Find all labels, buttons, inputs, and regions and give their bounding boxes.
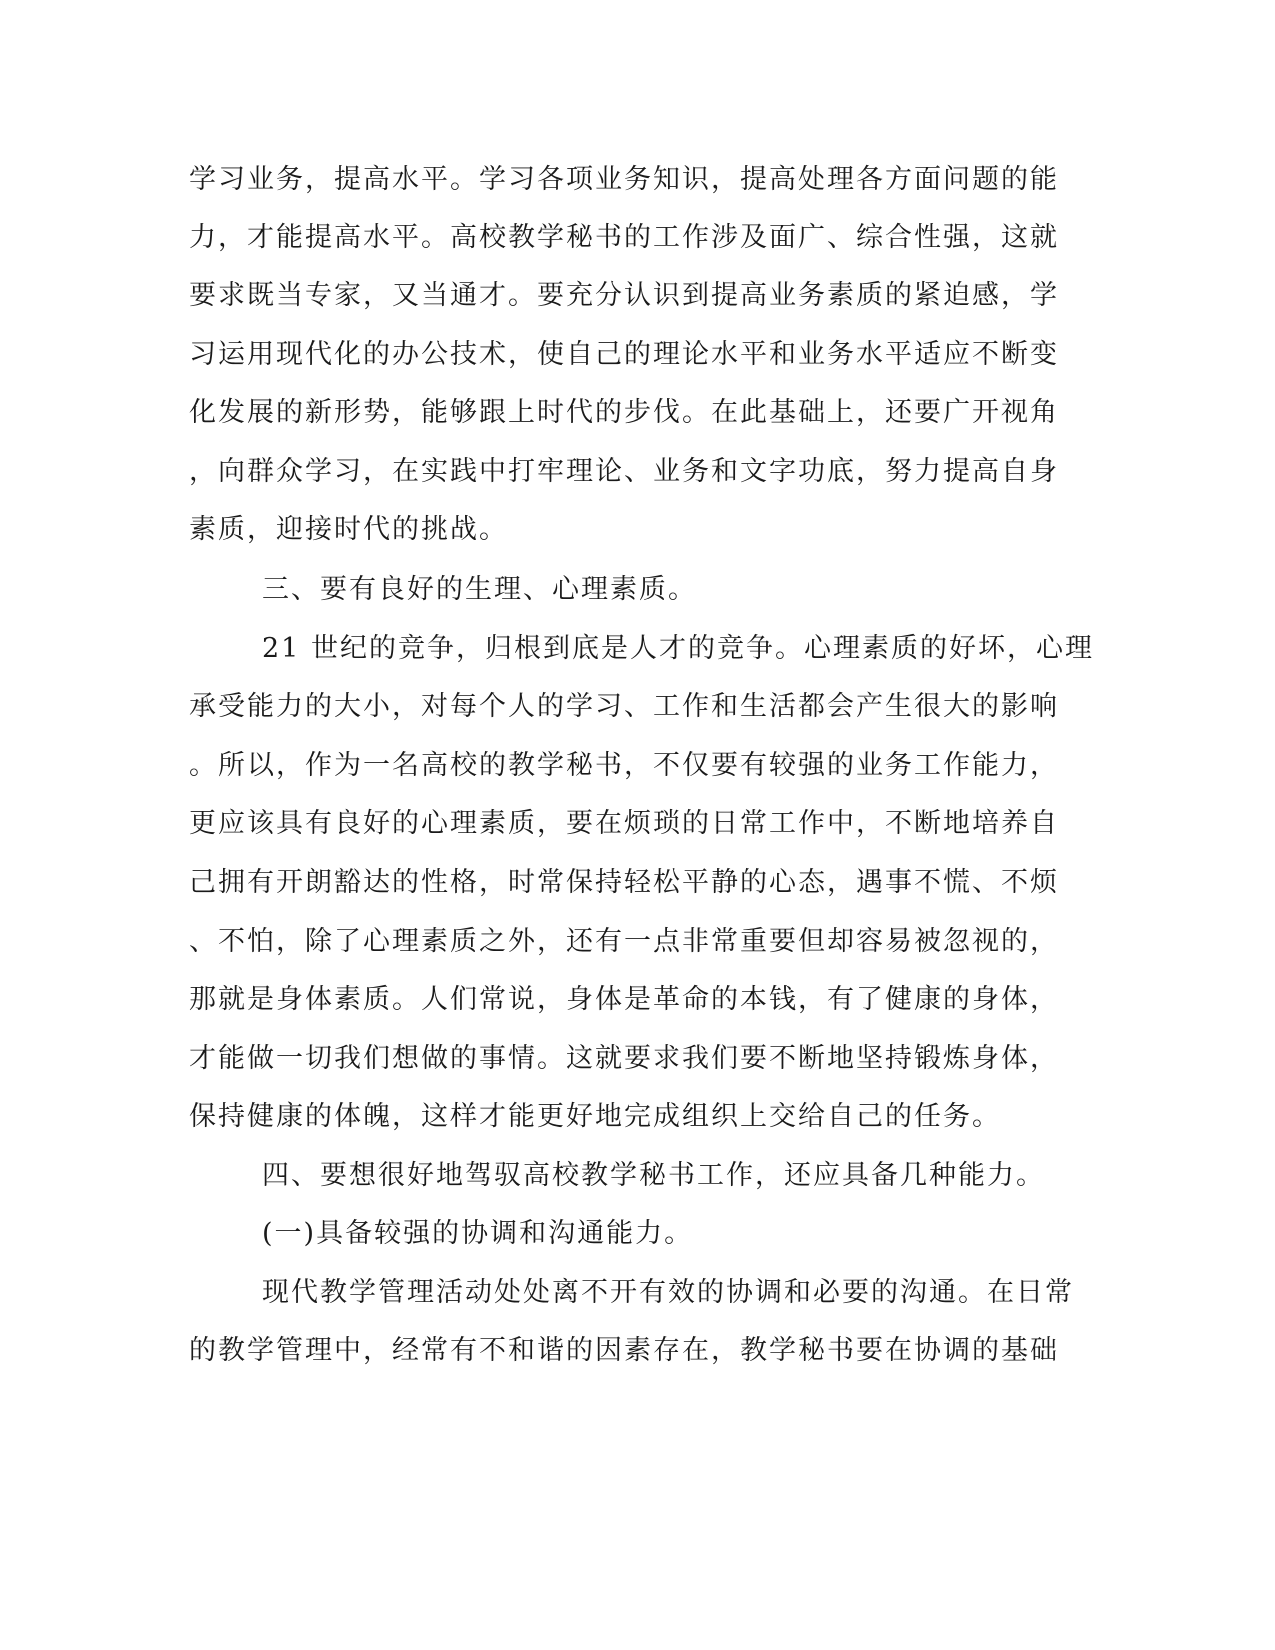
text-line: 承受能力的大小，对每个人的学习、工作和生活都会产生很大的影响 xyxy=(189,691,1059,722)
section-heading: 三、要有良好的生理、心理素质。 xyxy=(262,574,697,605)
text-line: 力，才能提高水平。高校教学秘书的工作涉及面广、综合性强，这就 xyxy=(189,222,1059,253)
text-line: 21 世纪的竞争，归根到底是人才的竞争。心理素质的好坏，心理 xyxy=(262,633,1094,664)
text-line: 素质，迎接时代的挑战。 xyxy=(189,514,508,545)
text-line: 己拥有开朗豁达的性格，时常保持轻松平静的心态，遇事不慌、不烦 xyxy=(189,867,1059,898)
text-line: 学习业务，提高水平。学习各项业务知识，提高处理各方面问题的能 xyxy=(189,164,1059,195)
text-line: 习运用现代化的办公技术，使自己的理论水平和业务水平适应不断变 xyxy=(189,339,1059,370)
text-line: 、不怕，除了心理素质之外，还有一点非常重要但却容易被忽视的， xyxy=(189,926,1059,957)
section-heading: 四、要想很好地驾驭高校教学秘书工作，还应具备几种能力。 xyxy=(262,1160,1045,1191)
text-line: 才能做一切我们想做的事情。这就要求我们要不断地坚持锻炼身体， xyxy=(189,1043,1059,1074)
text-line: 更应该具有良好的心理素质，要在烦琐的日常工作中，不断地培养自 xyxy=(189,808,1059,839)
text-line: 的教学管理中，经常有不和谐的因素存在，教学秘书要在协调的基础 xyxy=(189,1335,1059,1366)
text-line: ，向群众学习，在实践中打牢理论、业务和文字功底，努力提高自身 xyxy=(189,456,1059,487)
subsection-heading: (一)具备较强的协调和沟通能力。 xyxy=(262,1218,694,1249)
text-line: 保持健康的体魄，这样才能更好地完成组织上交给自己的任务。 xyxy=(189,1101,1001,1132)
text-line: 化发展的新形势，能够跟上时代的步伐。在此基础上，还要广开视角 xyxy=(189,397,1059,428)
text-line: 。所以，作为一名高校的教学秘书，不仅要有较强的业务工作能力， xyxy=(189,750,1059,781)
text-line: 那就是身体素质。人们常说，身体是革命的本钱，有了健康的身体， xyxy=(189,984,1059,1015)
text-line: 现代教学管理活动处处离不开有效的协调和必要的沟通。在日常 xyxy=(262,1277,1074,1308)
text-line: 要求既当专家，又当通才。要充分认识到提高业务素质的紧迫感，学 xyxy=(189,280,1059,311)
